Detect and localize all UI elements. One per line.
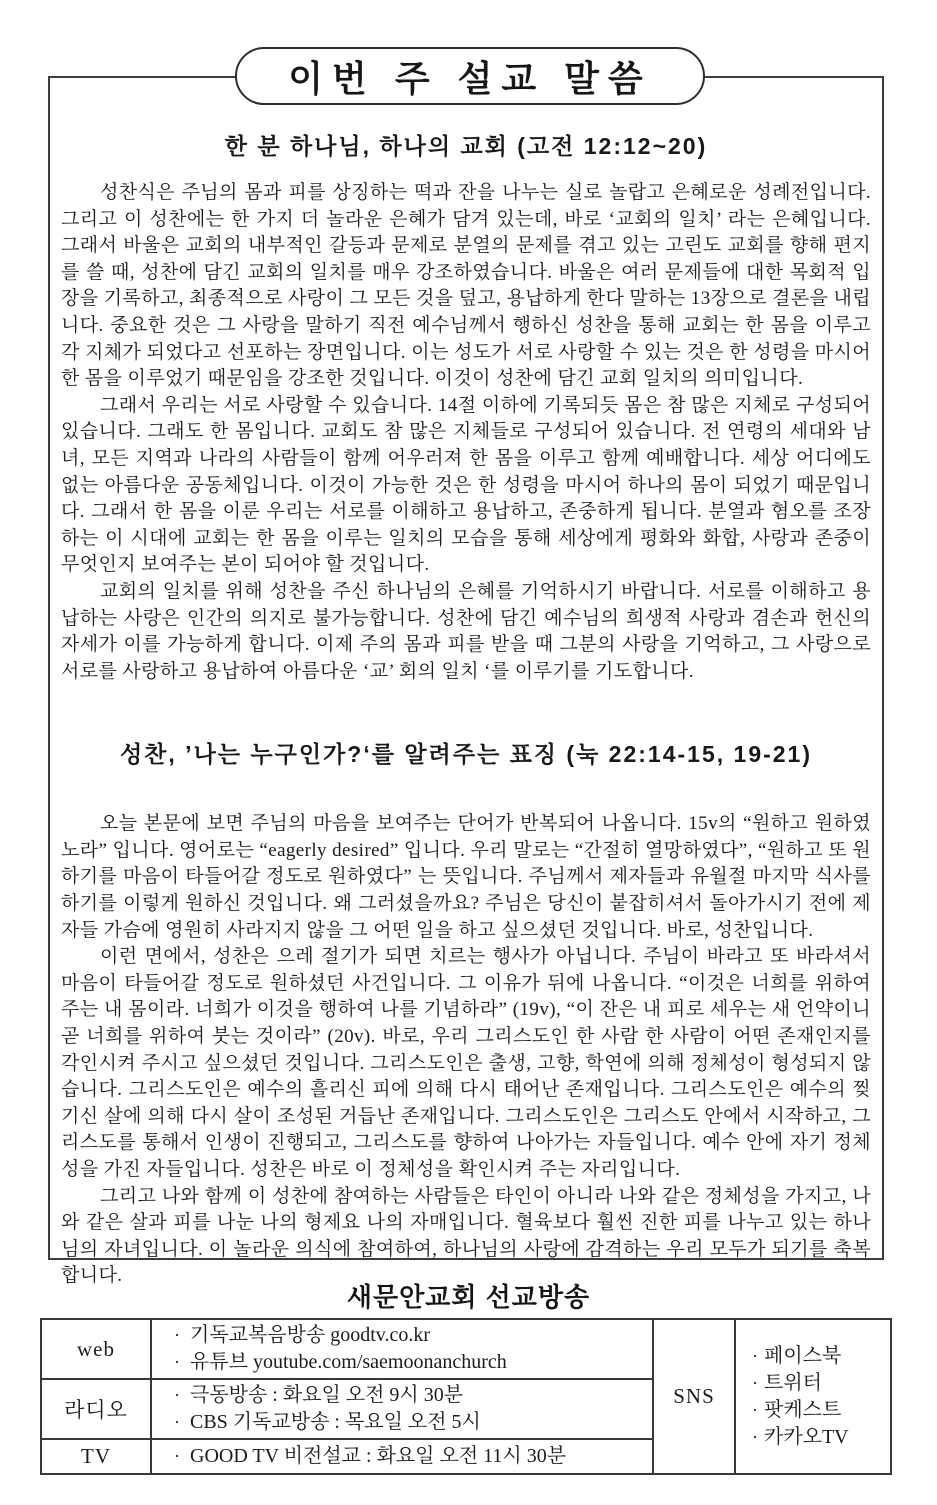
sermon-2-paragraph: 오늘 본문에 보면 주님의 마음을 보여주는 단어가 반복되어 나옵니다. 15v의 “원하고 원하였노라” 입니다. 영어로는 “eagerly desired” 입니다. 우리 말로는 “간절히 열망하였다”, “원하고 또 원하기를 마음이 타들어갈 정도로 원하였다” 는 뜻입니다. 주님께서 제자들과 유월절 마지막 식사를 하기를 이렇게 원하신 것입니다. 왜 그러셨을까요? 주님은 당신이 붙잡히셔서 돌아가시기 전에 제자들 가슴에 영원히 사라지지 않을 그 어떤 일을 하고 싶으셨던 것입니다. 바로, 성찬입니다.	[61, 813, 871, 941]
broadcast-table	[40, 1318, 892, 1475]
sns-label-cell: SNS	[653, 1319, 735, 1474]
bullet-icon: ·	[174, 1412, 180, 1432]
table-row-web	[41, 1319, 891, 1379]
bullet-icon: ·	[174, 1446, 180, 1466]
sns-item-text: 카카오TV	[764, 1425, 849, 1448]
sermon-1-paragraph: 교회의 일치를 위해 성찬을 주신 하나님의 은혜를 기억하시기 바랍니다. 서로를 이해하고 용납하는 사랑은 인간의 의지로 불가능합니다. 성찬에 담긴 예수님의 희생적 사랑과 겸손과 헌신의 자세가 이를 가능하게 합니다. 이제 주의 몸과 피를 받을 때 그분의 사랑을 기억하고, 그 사랑으로 서로를 사랑하고 용납하여 아름다운 ‘교’ 회의 일치 ‘를 이루기를 기도합니다.	[61, 580, 871, 682]
list-item	[746, 1370, 888, 1397]
list-item	[746, 1424, 888, 1451]
radio-item-text: CBS 기독교방송 : 목요일 오전 5시	[190, 1411, 481, 1433]
list-item	[164, 1322, 648, 1349]
web-item-text: 유튜브 youtube.com/saemoonanchurch	[190, 1351, 507, 1373]
radio-item-text: 극동방송 : 화요일 오전 9시 30분	[190, 1384, 464, 1406]
list-item	[164, 1382, 648, 1409]
tv-item-text: GOOD TV 비전설교 : 화요일 오전 11시 30분	[190, 1445, 567, 1467]
page-title: 이번 주 설교 말씀	[288, 57, 652, 99]
radio-content-cell	[151, 1379, 653, 1439]
bullet-icon: ·	[752, 1345, 758, 1366]
sermon-1-paragraph: 성찬식은 주님의 몸과 피를 상징하는 떡과 잔을 나누는 실로 놀랍고 은혜로운 성례전입니다. 그리고 이 성찬에는 한 가지 더 놀라운 은혜가 담겨 있는데, 바로 ‘교회의 일치’ 라는 은혜입니다. 그래서 바울은 교회의 내부적인 갈등과 문제로 분열의 문제를 겪고 있는 고린도 교회를 향해 편지를 쓸 때, 성찬에 담긴 교회의 일치를 매우 강조하였습니다. 바울은 여러 문제들에 대한 목회적 입장을 기록하고, 최종적으로 사랑이 그 모든 것을 덮고, 용납하게 한다 말하는 13장으로 결론을 내립니다. 중요한 것은 그 사랑을 말하기 직전 예수님께서 행하신 성찬을 통해 교회는 한 몸을 이루고 각 지체가 되었다고 선포하는 장면입니다. 이는 성도가 서로 사랑할 수 있는 것은 한 성령을 마시어 한 몸을 이루었기 때문임을 강조한 것입니다. 이것이 성찬에 담긴 교회 일치의 의미입니다.	[61, 182, 871, 390]
bullet-icon: ·	[174, 1325, 180, 1345]
web-item-text: 기독교복음방송 goodtv.co.kr	[190, 1324, 431, 1346]
sermon-2-heading: 성찬, ’나는 누구인가?‘를 알려주는 표징 (눅 22:14-15, 19-21)	[119, 741, 813, 768]
bullet-icon: ·	[752, 1372, 758, 1393]
radio-label-cell: 라디오	[41, 1379, 151, 1439]
sermon-2-paragraph: 이런 면에서, 성찬은 으레 절기가 되면 치르는 행사가 아닙니다. 주님이 바라고 또 바라셔서 마음이 타들어갈 정도로 원하셨던 사건입니다. 그 이유가 뒤에 나옵니다. “이것은 너희를 위하여 주는 내 몸이라. 너희가 이것을 행하여 나를 기념하라” (19v), “이 잔은 내 피로 세우는 새 언약이니 곧 너희를 위하여 붓는 것이라” (20v). 바로, 우리 그리스도인 한 사람 한 사람이 어떤 존재인지를 각인시켜 주시고 싶으셨던 것입니다. 그리스도인은 출생, 고향, 학연에 의해 정체성이 형성되지 않습니다. 그리스도인은 예수의 흘리신 피에 의해 다시 태어난 존재입니다. 그리스도인은 예수의 찢기신 살에 의해 다시 살이 조성된 거듭난 존재입니다. 그리스도인은 그리스도 안에서 시작하고, 그리스도를 통해서 인생이 진행되고, 그리스도를 향하여 나아가는 자들입니다. 예수 안에 자기 정체성을 가진 자들입니다. 성찬은 바로 이 정체성을 확인시켜 주는 자리입니다.	[61, 946, 871, 1180]
list-item	[746, 1343, 888, 1370]
sns-list-cell	[735, 1319, 891, 1474]
sermon-2-paragraph: 그리고 나와 함께 이 성찬에 참여하는 사람들은 타인이 아니라 나와 같은 정체성을 가지고, 나와 같은 살과 피를 나눈 나의 형제요 나의 자매입니다. 혈육보다 훨씬 진한 피를 나누고 있는 하나님의 자녀입니다. 이 놀라운 의식에 참여하여, 하나님의 사랑에 감격하는 우리 모두가 되기를 축복합니다.	[61, 1185, 871, 1287]
tv-label-cell: TV	[41, 1439, 151, 1474]
sermon-title-bubble	[235, 47, 705, 105]
web-label-cell: web	[41, 1319, 151, 1379]
bullet-icon: ·	[174, 1385, 180, 1405]
broadcast-section-title: 새문안교회 선교방송	[346, 1282, 591, 1312]
sns-item-text: 트위터	[764, 1371, 822, 1394]
tv-content-cell	[151, 1439, 653, 1474]
sermon-1-heading: 한 분 하나님, 하나의 교회 (고전 12:12~20)	[224, 133, 708, 159]
sermon-box	[48, 76, 884, 1287]
list-item	[164, 1349, 648, 1376]
bullet-icon: ·	[752, 1426, 758, 1447]
web-content-cell	[151, 1319, 653, 1379]
sns-item-text: 페이스북	[764, 1344, 842, 1367]
list-item	[746, 1397, 888, 1424]
list-item	[164, 1443, 648, 1470]
bullet-icon: ·	[174, 1352, 180, 1372]
sns-item-text: 팟케스트	[764, 1398, 842, 1421]
sermon-1-paragraph: 그래서 우리는 서로 사랑할 수 있습니다. 14절 이하에 기록되듯 몸은 참 많은 지체로 구성되어 있습니다. 그래도 한 몸입니다. 교회도 참 많은 지체들로 구성되어 있습니다. 전 연령의 세대와 남녀, 모든 지역과 나라의 사람들이 함께 어우러져 한 몸을 이루고 함께 예배합니다. 세상 어디에도 없는 아름다운 공동체입니다. 이것이 가능한 것은 한 성령을 마시어 하나의 몸이 되었기 때문입니다. 그래서 한 몸을 이룬 우리는 서로를 이해하고 용납하고, 존중하게 됩니다. 분열과 혐오를 조장하는 이 시대에 교회는 한 몸을 이루는 일치의 모습을 통해 세상에게 평화와 화합, 사랑과 존중이 무엇인지 보여주는 본이 되어야 할 것입니다.	[61, 394, 871, 576]
bullet-icon: ·	[752, 1399, 758, 1420]
list-item	[164, 1409, 648, 1436]
